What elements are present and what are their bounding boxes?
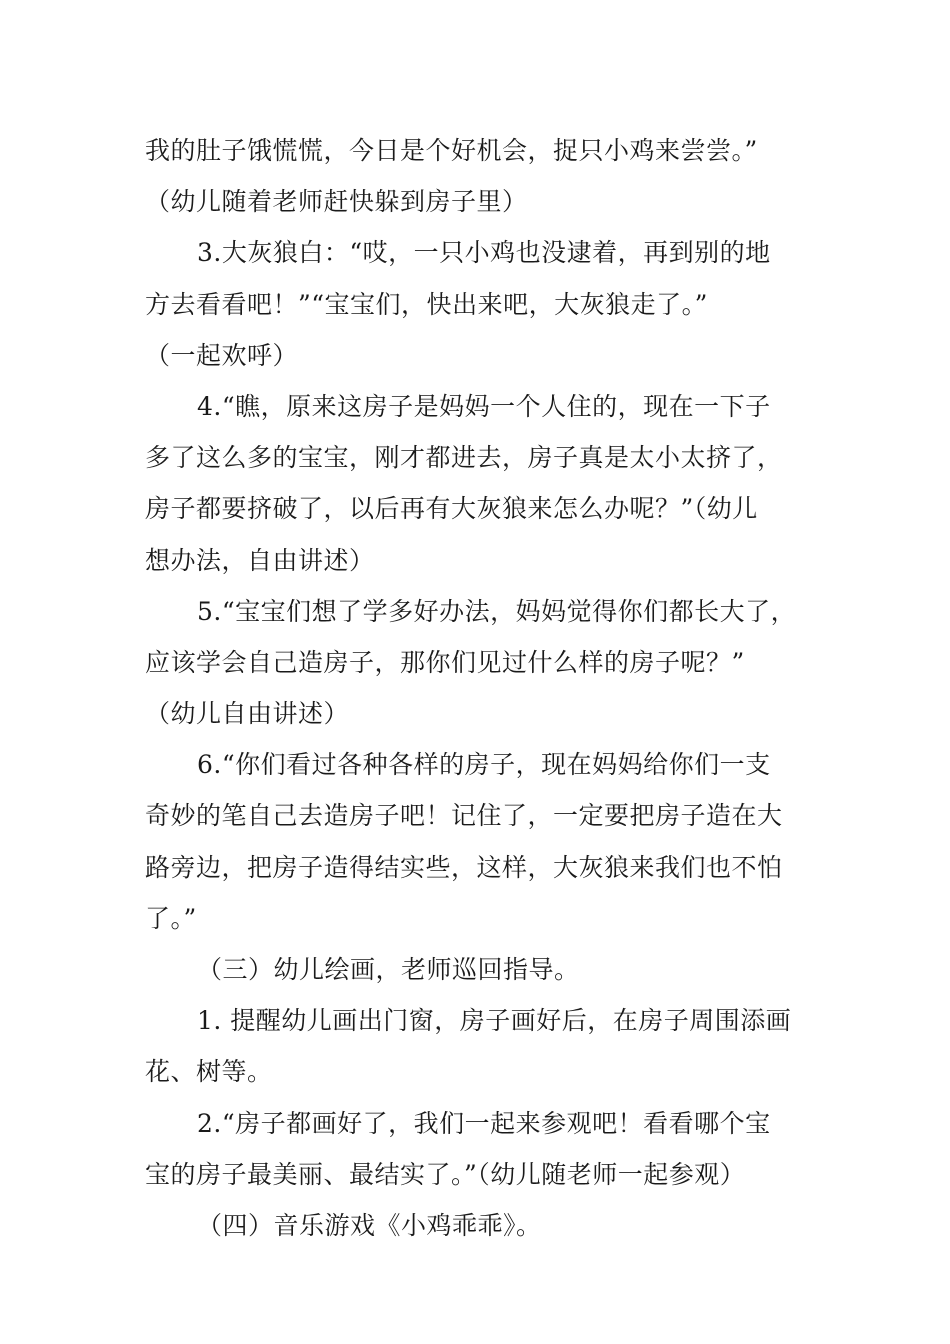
text-line: 方去看看吧！”“宝宝们，快出来吧，大灰狼走了。”: [145, 289, 708, 319]
text-line: 宝的房子最美丽、最结实了。”（幼儿随老师一起参观）: [145, 1159, 746, 1189]
text-line: 5.“宝宝们想了学多好办法，妈妈觉得你们都长大了，: [197, 596, 797, 626]
text-line: 花、树等。: [145, 1057, 273, 1087]
text-line: （一起欢呼）: [145, 340, 299, 370]
text-line: 2.“房子都画好了，我们一起来参观吧！看看哪个宝: [197, 1108, 771, 1138]
text-line: 我的肚子饿慌慌，今日是个好机会，捉只小鸡来尝尝。”: [145, 136, 758, 165]
text-line: 1. 提醒幼儿画出门窗，房子画好后，在房子周围添画: [197, 1006, 792, 1036]
body-text: [145, 125, 815, 1251]
text-line: 奇妙的笔自己去造房子吧！记住了，一定要把房子造在大: [145, 801, 783, 831]
text-line: 3.大灰狼白：“哎，一只小鸡也没逮着，再到别的地: [197, 238, 771, 268]
text-line: 了。”: [145, 903, 197, 933]
text-line: 想办法，自由讲述）: [145, 545, 375, 575]
section-heading: （四）音乐游戏《小鸡乖乖》。: [197, 1210, 542, 1240]
text-line: 多了这么多的宝宝，刚才都进去，房子真是太小太挤了，: [145, 443, 783, 473]
text-line: （幼儿随着老师赶快躲到房子里）: [145, 187, 528, 217]
text-line: 6.“你们看过各种各样的房子，现在妈妈给你们一支: [197, 750, 771, 780]
text-line: 路旁边，把房子造得结实些，这样，大灰狼来我们也不怕: [145, 852, 783, 882]
text-line: 应该学会自己造房子，那你们见过什么样的房子呢？”: [145, 647, 745, 677]
text-line: 4.“瞧，原来这房子是妈妈一个人住的，现在一下子: [197, 391, 771, 421]
text-line: （幼儿自由讲述）: [145, 699, 350, 729]
text-line: 房子都要挤破了，以后再有大灰狼来怎么办呢？”（幼儿: [145, 494, 758, 524]
section-heading: （三）幼儿绘画，老师巡回指导。: [197, 955, 580, 984]
